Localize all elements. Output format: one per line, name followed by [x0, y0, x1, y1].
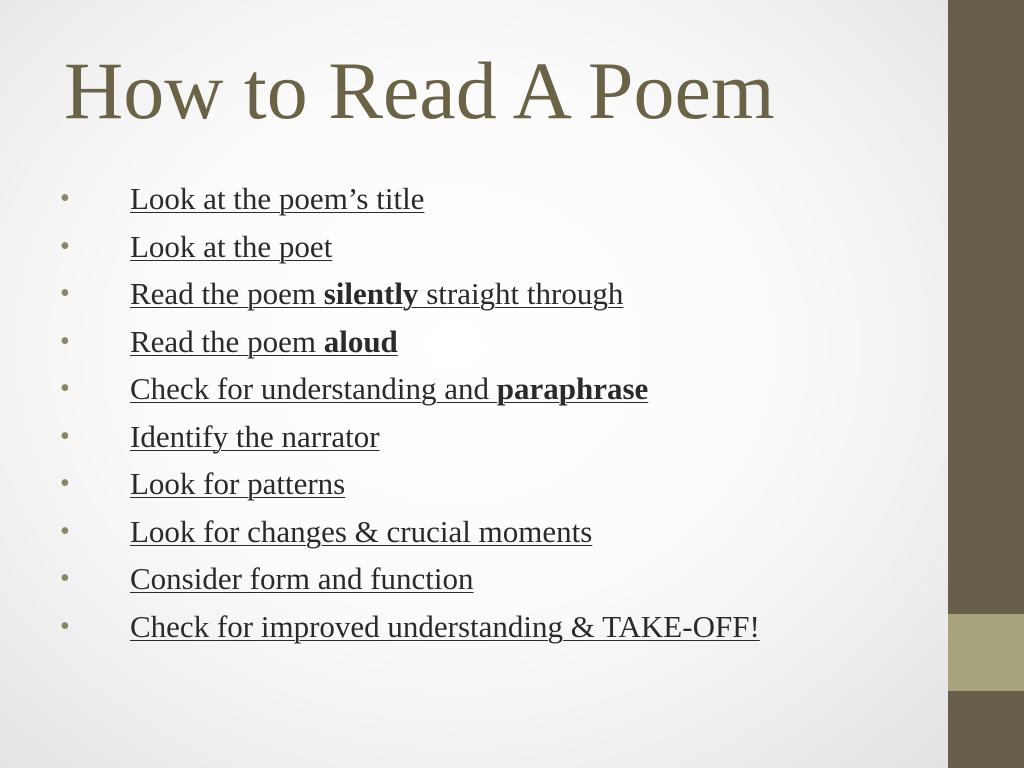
bullet-text: Check for improved understanding & TAKE-OFF! [130, 608, 760, 644]
bullet-text: Look for changes & crucial moments [130, 513, 593, 549]
bullet-text: Look for patterns [130, 466, 346, 501]
bullet-text: Consider form and function [130, 561, 474, 596]
bullet-dot-icon: • [60, 563, 70, 594]
bullet-item [60, 560, 860, 598]
bullet-item [60, 180, 860, 218]
bullet-text: Check for understanding and paraphrase [130, 371, 649, 406]
bullet-text: Identify the narrator [130, 418, 380, 454]
bullet-item [60, 370, 860, 408]
bullet-item [60, 323, 860, 361]
bullet-dot-icon: • [60, 373, 70, 404]
bullet-dot-icon: • [60, 230, 70, 262]
bullet-dot-icon: • [60, 420, 70, 452]
slide-title: How to Read A Poem [64, 45, 775, 136]
emphasis-text: silently [323, 276, 419, 311]
emphasis-text: aloud [323, 323, 398, 359]
bullet-text: Read the poem silently straight through [130, 276, 624, 311]
bullet-list [60, 180, 860, 655]
bullet-text: Read the poem aloud [130, 323, 398, 359]
bullet-dot-icon: • [60, 325, 70, 357]
bullet-item [60, 275, 860, 313]
side-decoration-accent [948, 614, 1024, 691]
bullet-dot-icon: • [60, 183, 70, 214]
bullet-item [60, 418, 860, 456]
bullet-item [60, 228, 860, 266]
bullet-dot-icon: • [60, 515, 70, 547]
bullet-dot-icon: • [60, 278, 70, 309]
bullet-dot-icon: • [60, 610, 70, 642]
bullet-text: Look at the poet [130, 228, 333, 264]
bullet-item [60, 513, 860, 551]
bullet-item [60, 608, 860, 646]
bullet-dot-icon: • [60, 468, 70, 499]
bullet-text: Look at the poem’s title [130, 181, 425, 216]
bullet-item [60, 465, 860, 503]
emphasis-text: paraphrase [496, 371, 649, 406]
